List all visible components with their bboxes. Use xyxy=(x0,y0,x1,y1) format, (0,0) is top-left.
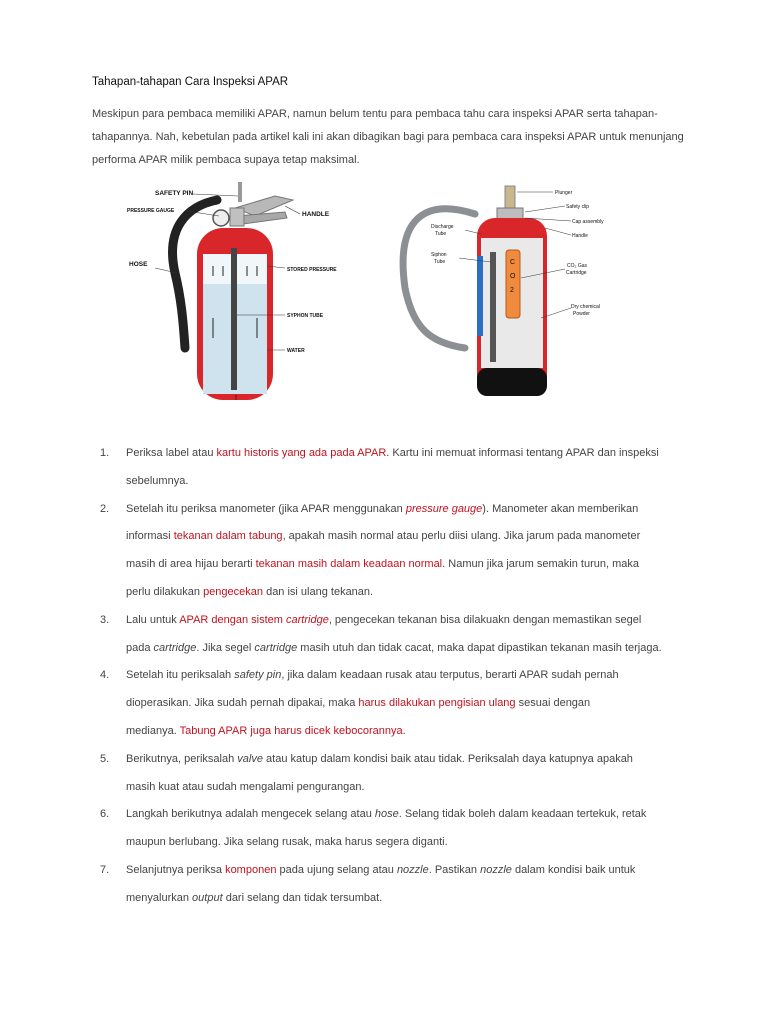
cylinder-base-right xyxy=(477,368,547,396)
step-text: . Pastikan xyxy=(428,863,481,876)
step-line xyxy=(126,523,700,551)
step-text: masih kuat atau sudah mengalami pengurangan. xyxy=(126,780,365,793)
valve-head xyxy=(230,208,244,226)
label-powder: Powder xyxy=(573,311,590,317)
label-siphon-line1: Siphon xyxy=(431,252,447,258)
step-text: hose xyxy=(374,808,399,821)
label-safety-pin: SAFETY PIN xyxy=(155,190,194,197)
step-text: safety pin xyxy=(234,669,282,682)
step-line xyxy=(126,551,700,579)
step-text: . Kartu ini memuat informasi tentang APAR dan inspeksi xyxy=(386,447,659,459)
step-text: dalam kondisi baik untuk xyxy=(511,863,636,876)
label-handle-left: HANDLE xyxy=(302,211,330,218)
step-line xyxy=(126,440,700,468)
step-item xyxy=(100,440,700,496)
page-title: Tahapan-tahapan Cara Inspeksi APAR xyxy=(92,76,289,88)
label-safety-clip: Safety clip xyxy=(566,204,590,210)
co2-letter-c: C xyxy=(510,259,516,266)
label-plunger: Plunger xyxy=(555,190,573,196)
step-text: nozzle xyxy=(480,863,512,876)
step-text: sebelumnya. xyxy=(126,474,189,487)
intro-paragraph: Meskipun para pembaca memiliki APAR, namun belum tentu para pembaca tahu cara inspeksi APAR serta tahapan-tahapannya. Nah, kebetulan pada artikel kali ini akan dibagikan bagi para pembaca cara inspeksi APAR untuk menunjang performa APAR milik pembaca supaya tetap maksimal. xyxy=(92,108,684,166)
step-text: , jika dalam keadaan rusak atau terputus, berarti APAR sudah pernah xyxy=(281,669,619,682)
label-dry-chemical: Dry chemical xyxy=(571,304,600,310)
step-number: 6. xyxy=(100,808,110,821)
step-number: 2. xyxy=(100,502,110,515)
highlighted-text: pressure gauge xyxy=(405,502,483,515)
step-text: medianya. xyxy=(126,724,180,737)
step-line xyxy=(126,635,700,663)
step-text: Lalu untuk xyxy=(126,613,180,626)
step-text: Langkah berikutnya adalah mengecek selang atau xyxy=(126,808,375,821)
label-hose: HOSE xyxy=(129,261,148,268)
step-text: output xyxy=(192,891,223,904)
step-text: Setelah itu periksa manometer (jika APAR menggunakan xyxy=(126,502,406,515)
step-item xyxy=(100,801,700,857)
step-text: Berikutnya, periksalah xyxy=(126,752,238,765)
label-discharge-line1: Discharge xyxy=(431,224,454,230)
step-text: dioperasikan. Jika sudah pernah dipakai, maka xyxy=(126,697,359,710)
syphon-tube xyxy=(231,248,237,390)
label-stripe-right xyxy=(477,256,483,336)
step-text: nozzle xyxy=(396,863,429,876)
highlighted-text: tekanan dalam tabung xyxy=(173,530,283,543)
label-cartridge: Cartridge xyxy=(566,270,587,276)
step-text: maupun berlubang. Jika selang rusak, maka harus segera diganti. xyxy=(126,836,448,849)
step-line xyxy=(126,579,700,607)
step-text: ). Manometer akan memberikan xyxy=(482,502,639,515)
step-line xyxy=(126,496,700,524)
label-siphon-line2: Tube xyxy=(434,259,446,265)
step-line xyxy=(126,857,700,885)
highlighted-text: cartridge xyxy=(286,613,329,626)
label-stored-pressure: STORED PRESSURE xyxy=(287,267,337,273)
label-syphon-tube: SYPHON TUBE xyxy=(287,313,324,319)
step-text: informasi xyxy=(126,530,174,543)
step-line xyxy=(126,607,700,635)
step-text: masih utuh dan tidak cacat, maka dapat dipastikan tekanan masih terjaga. xyxy=(297,641,662,654)
step-text: masih di area hijau berarti xyxy=(126,558,256,571)
step-item xyxy=(100,746,700,802)
highlighted-text: Tabung APAR juga harus dicek kebocorannya xyxy=(179,724,403,737)
step-text: pada ujung selang atau xyxy=(276,863,397,876)
plunger-shape xyxy=(505,186,515,210)
step-item xyxy=(100,496,700,607)
safety-pin-icon xyxy=(238,182,242,202)
step-line xyxy=(126,746,700,774)
step-item xyxy=(100,662,700,745)
inspection-steps-list xyxy=(100,440,700,913)
highlighted-text: APAR dengan sistem xyxy=(179,613,287,626)
step-text: . Jika segel xyxy=(196,641,255,654)
label-cap-assembly: Cap assembly xyxy=(572,219,604,225)
label-co2-gas: CO₂ Gas xyxy=(567,263,587,269)
step-text: atau katup dalam kondisi baik atau tidak. Periksalah daya katupnya apakah xyxy=(262,752,633,765)
step-text: valve xyxy=(237,752,263,765)
step-text: dan isi ulang tekanan. xyxy=(263,585,374,598)
siphon-tube-right xyxy=(490,252,496,362)
step-text: Periksa label atau xyxy=(126,447,217,459)
water-extinguisher-illustration xyxy=(173,182,293,402)
highlighted-text: komponen xyxy=(225,863,277,876)
label-discharge-line2: Tube xyxy=(435,231,447,237)
label-pressure-gauge: PRESSURE GAUGE xyxy=(127,208,175,214)
step-line xyxy=(126,468,700,496)
step-text: Setelah itu periksalah xyxy=(126,669,235,682)
step-line xyxy=(126,662,700,690)
step-text: perlu dilakukan xyxy=(126,585,204,598)
highlighted-text: tekanan masih dalam keadaan normal xyxy=(255,558,443,571)
figure-mark: I xyxy=(235,395,237,402)
step-number: 1. xyxy=(100,447,110,459)
step-number: 7. xyxy=(100,863,110,876)
highlighted-text: pengecekan xyxy=(203,585,264,598)
step-line xyxy=(126,885,700,913)
pressure-gauge-icon xyxy=(213,210,229,226)
step-text: , pengecekan tekanan bisa dilakuakn dengan memastikan segel xyxy=(328,613,642,626)
step-text: dari selang dan tidak tersumbat. xyxy=(222,891,383,904)
label-water: WATER xyxy=(287,348,305,354)
step-text: Selanjutnya periksa xyxy=(126,863,226,876)
label-handle-right: Handle xyxy=(572,233,588,239)
step-text: menyalurkan xyxy=(126,891,193,904)
step-number: 3. xyxy=(100,613,110,626)
step-text: , apakah masih normal atau perlu diisi ulang. Jika jarum pada manometer xyxy=(282,530,641,543)
step-line xyxy=(126,801,700,829)
step-text: . xyxy=(402,724,406,737)
extinguisher-diagram xyxy=(125,178,604,410)
step-item xyxy=(100,857,700,913)
step-line xyxy=(126,690,700,718)
step-line xyxy=(126,774,700,802)
step-item xyxy=(100,607,700,663)
step-text: pada xyxy=(126,641,154,654)
step-text: . Namun jika jarum semakin turun, maka xyxy=(442,558,639,571)
highlighted-text: harus dilakukan pengisian ulang xyxy=(358,697,516,710)
step-text: cartridge xyxy=(254,641,298,654)
step-line xyxy=(126,718,700,746)
step-text: sesuai dengan xyxy=(515,697,591,710)
step-number: 5. xyxy=(100,752,110,765)
co2-letter-2: 2 xyxy=(510,287,514,294)
step-number: 4. xyxy=(100,669,110,682)
highlighted-text: kartu historis yang ada pada APAR xyxy=(216,447,387,459)
dry-chemical-extinguisher-illustration xyxy=(403,186,547,396)
co2-letter-o: O xyxy=(510,273,516,280)
step-text: . Selang tidak boleh dalam keadaan tertekuk, retak xyxy=(398,808,647,821)
step-line xyxy=(126,829,700,857)
step-text: cartridge xyxy=(153,641,197,654)
extinguisher-figure xyxy=(125,178,604,410)
